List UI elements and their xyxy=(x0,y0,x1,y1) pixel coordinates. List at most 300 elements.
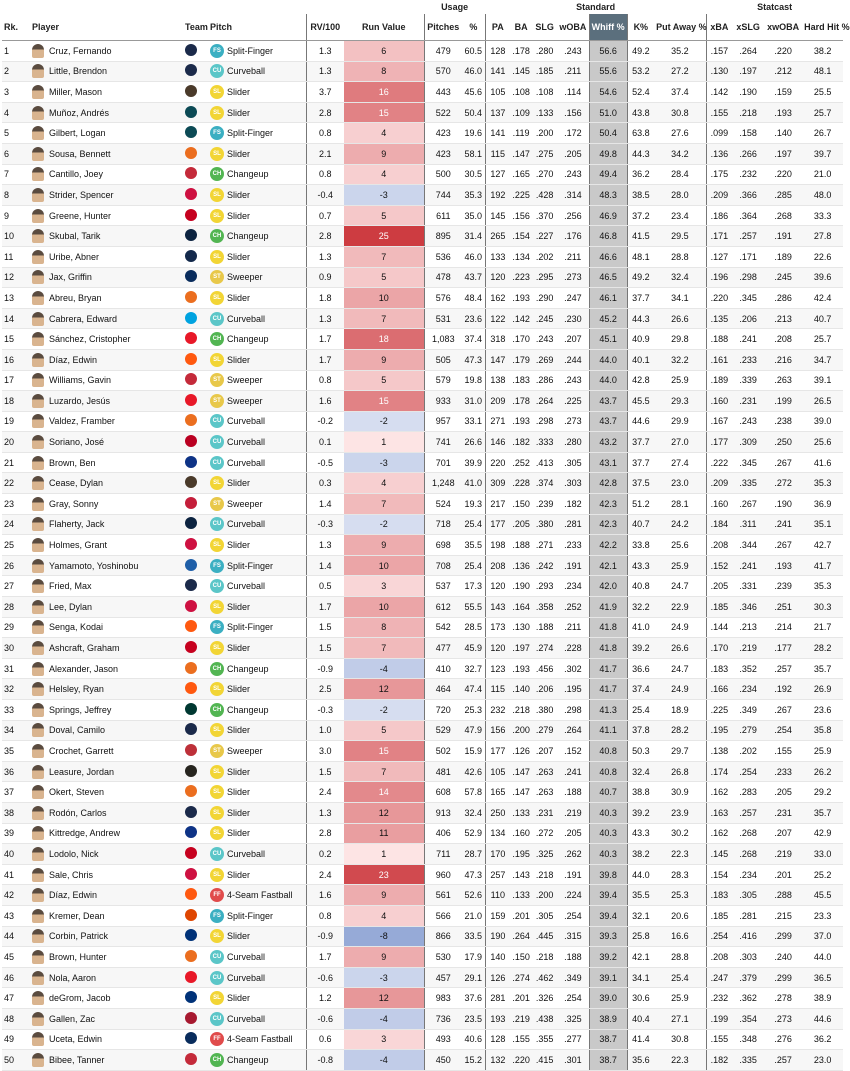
player-cell[interactable] xyxy=(30,885,183,906)
pitches-cell: 423 xyxy=(424,123,462,144)
put-away-cell: 20.6 xyxy=(654,905,706,926)
player-cell[interactable] xyxy=(30,638,183,659)
rank-cell: 46 xyxy=(2,967,30,988)
pitch-cell xyxy=(208,41,306,62)
hard-hit-cell: 25.7 xyxy=(802,102,843,123)
team-logo-icon xyxy=(185,167,197,179)
player-name[interactable]: Ashcraft, Graham xyxy=(49,643,120,654)
header-xba[interactable]: xBA xyxy=(706,14,732,41)
player-name[interactable]: Sousa, Bennett xyxy=(49,148,111,159)
header-run-value[interactable]: Run Value xyxy=(344,14,424,41)
table-row[interactable] xyxy=(2,308,843,329)
table-row[interactable] xyxy=(2,720,843,741)
player-cell[interactable] xyxy=(30,926,183,947)
put-away-cell: 30.2 xyxy=(654,823,706,844)
table-row[interactable] xyxy=(2,473,843,494)
player-name[interactable]: Okert, Steven xyxy=(49,787,105,798)
player-cell[interactable] xyxy=(30,802,183,823)
run-value-cell: 23 xyxy=(344,864,424,885)
player-cell[interactable] xyxy=(30,1029,183,1050)
player-cell[interactable] xyxy=(30,514,183,535)
table-row[interactable] xyxy=(2,905,843,926)
usage-pct-cell: 15.2 xyxy=(462,1050,485,1071)
team-logo-icon xyxy=(185,991,197,1003)
player-name[interactable]: Skubal, Tarik xyxy=(49,231,101,242)
team-logo-icon xyxy=(185,250,197,262)
player-name[interactable]: Jax, Griffin xyxy=(49,272,92,283)
player-name[interactable]: Gray, Sonny xyxy=(49,498,99,509)
usage-pct-cell: 19.8 xyxy=(462,370,485,391)
player-cell[interactable] xyxy=(30,844,183,865)
player-name[interactable]: Cease, Dylan xyxy=(49,478,104,489)
player-name[interactable]: Rodón, Carlos xyxy=(49,807,107,818)
player-name[interactable]: Little, Brendon xyxy=(49,66,108,77)
hard-hit-cell: 26.2 xyxy=(802,761,843,782)
rank-cell: 24 xyxy=(2,514,30,535)
ba-cell: .154 xyxy=(510,226,532,247)
header-rk[interactable]: Rk. xyxy=(2,14,30,41)
pa-cell: 170 xyxy=(485,844,510,865)
table-row[interactable] xyxy=(2,761,843,782)
player-cell[interactable] xyxy=(30,123,183,144)
table-row[interactable] xyxy=(2,391,843,412)
pa-cell: 208 xyxy=(485,555,510,576)
slg-cell: .380 xyxy=(532,514,557,535)
team-cell xyxy=(183,741,208,762)
player-name[interactable]: Cantillo, Joey xyxy=(49,169,104,180)
table-row[interactable] xyxy=(2,329,843,350)
table-row[interactable] xyxy=(2,185,843,206)
table-row[interactable] xyxy=(2,802,843,823)
pa-cell: 198 xyxy=(485,535,510,556)
player-cell[interactable] xyxy=(30,41,183,62)
ba-cell: .218 xyxy=(510,700,532,721)
player-name[interactable]: Sale, Chris xyxy=(49,869,94,880)
player-cell[interactable] xyxy=(30,555,183,576)
table-row[interactable] xyxy=(2,41,843,62)
player-cell[interactable] xyxy=(30,782,183,803)
rank-cell: 38 xyxy=(2,802,30,823)
k-pct-cell: 35.5 xyxy=(627,885,654,906)
xba-cell: .185 xyxy=(706,597,732,618)
rank-cell: 22 xyxy=(2,473,30,494)
player-cell[interactable] xyxy=(30,741,183,762)
player-cell[interactable] xyxy=(30,967,183,988)
header-team[interactable]: Team xyxy=(183,14,208,41)
pitch-name: Curveball xyxy=(227,66,266,77)
player-cell[interactable] xyxy=(30,700,183,721)
pitch-cell xyxy=(208,555,306,576)
xba-cell: .127 xyxy=(706,246,732,267)
usage-pct-cell: 23.6 xyxy=(462,308,485,329)
player-cell[interactable] xyxy=(30,82,183,103)
player-cell[interactable] xyxy=(30,164,183,185)
player-name[interactable]: Sánchez, Cristopher xyxy=(49,334,131,345)
player-name[interactable]: Díaz, Edwin xyxy=(49,354,98,365)
put-away-cell: 25.3 xyxy=(654,885,706,906)
table-row[interactable] xyxy=(2,700,843,721)
table-row[interactable] xyxy=(2,288,843,309)
pitch-cell xyxy=(208,576,306,597)
pitch-name: Curveball xyxy=(227,437,266,448)
pitches-cell: 406 xyxy=(424,823,462,844)
player-name[interactable]: Williams, Gavin xyxy=(49,375,112,386)
table-row[interactable] xyxy=(2,452,843,473)
pitch-cell xyxy=(208,988,306,1009)
player-name[interactable]: Greene, Hunter xyxy=(49,210,112,221)
table-row[interactable] xyxy=(2,679,843,700)
pitch-cell xyxy=(208,638,306,659)
table-row[interactable] xyxy=(2,514,843,535)
woba-cell: .233 xyxy=(557,535,589,556)
player-name[interactable]: Uceta, Edwin xyxy=(49,1034,103,1045)
player-cell[interactable] xyxy=(30,205,183,226)
usage-pct-cell: 29.1 xyxy=(462,967,485,988)
player-cell[interactable] xyxy=(30,61,183,82)
player-name[interactable]: Díaz, Edwin xyxy=(49,890,98,901)
player-name[interactable]: Fried, Max xyxy=(49,581,92,592)
player-cell[interactable] xyxy=(30,679,183,700)
whiff-pct-cell: 39.0 xyxy=(589,988,627,1009)
pitch-type-icon: SL xyxy=(210,250,224,264)
player-name[interactable]: Bibee, Tanner xyxy=(49,1054,105,1065)
xslg-cell: .354 xyxy=(732,1008,764,1029)
player-cell[interactable] xyxy=(30,1008,183,1029)
k-pct-cell: 35.6 xyxy=(627,1050,654,1071)
table-row[interactable] xyxy=(2,967,843,988)
player-cell[interactable] xyxy=(30,308,183,329)
player-headshot-icon xyxy=(32,414,44,428)
put-away-cell: 32.4 xyxy=(654,267,706,288)
header-whiff[interactable]: Whiff % xyxy=(589,14,627,41)
pitch-type-icon: SL xyxy=(210,765,224,779)
player-cell[interactable] xyxy=(30,864,183,885)
table-row[interactable] xyxy=(2,164,843,185)
xslg-cell: .279 xyxy=(732,720,764,741)
table-row[interactable] xyxy=(2,617,843,638)
player-name[interactable]: Crochet, Garrett xyxy=(49,745,114,756)
player-cell[interactable] xyxy=(30,535,183,556)
pitch-name: Slider xyxy=(227,993,251,1004)
table-row[interactable] xyxy=(2,123,843,144)
team-cell xyxy=(183,905,208,926)
table-row[interactable] xyxy=(2,246,843,267)
k-pct-cell: 40.1 xyxy=(627,349,654,370)
header-pitch[interactable]: Pitch xyxy=(208,14,306,41)
player-name[interactable]: deGrom, Jacob xyxy=(49,993,111,1004)
team-cell xyxy=(183,617,208,638)
table-row[interactable] xyxy=(2,226,843,247)
player-name[interactable]: Gilbert, Logan xyxy=(49,128,106,139)
team-cell xyxy=(183,658,208,679)
pitch-name: Changeup xyxy=(227,334,269,345)
rank-cell: 6 xyxy=(2,143,30,164)
player-cell[interactable] xyxy=(30,988,183,1009)
player-cell[interactable] xyxy=(30,102,183,123)
pitch-name: Slider xyxy=(227,354,251,365)
xslg-cell: .219 xyxy=(732,638,764,659)
xba-cell: .144 xyxy=(706,617,732,638)
xba-cell: .177 xyxy=(706,432,732,453)
player-name[interactable]: Alexander, Jason xyxy=(49,663,119,674)
k-pct-cell: 36.2 xyxy=(627,164,654,185)
player-cell[interactable] xyxy=(30,267,183,288)
pitches-cell: 479 xyxy=(424,41,462,62)
player-cell[interactable] xyxy=(30,185,183,206)
team-cell xyxy=(183,555,208,576)
player-name[interactable]: Doval, Camilo xyxy=(49,725,106,736)
player-cell[interactable] xyxy=(30,226,183,247)
xslg-cell: .283 xyxy=(732,782,764,803)
put-away-cell: 27.4 xyxy=(654,452,706,473)
put-away-cell: 24.2 xyxy=(654,514,706,535)
player-name[interactable]: Brown, Hunter xyxy=(49,951,107,962)
put-away-cell: 29.7 xyxy=(654,741,706,762)
team-cell xyxy=(183,452,208,473)
ba-cell: .183 xyxy=(510,370,532,391)
xslg-cell: .345 xyxy=(732,452,764,473)
player-name[interactable]: Nola, Aaron xyxy=(49,972,97,983)
table-row[interactable] xyxy=(2,205,843,226)
player-cell[interactable] xyxy=(30,391,183,412)
player-name[interactable]: Muñoz, Andrés xyxy=(49,107,110,118)
header-rv100[interactable]: RV/100 xyxy=(306,14,344,41)
ba-cell: .119 xyxy=(510,123,532,144)
header-slg[interactable]: SLG xyxy=(532,14,557,41)
player-cell[interactable] xyxy=(30,411,183,432)
rank-cell: 49 xyxy=(2,1029,30,1050)
pitch-cell xyxy=(208,535,306,556)
player-name[interactable]: Flaherty, Jack xyxy=(49,519,105,530)
table-row[interactable] xyxy=(2,535,843,556)
woba-cell: .191 xyxy=(557,555,589,576)
player-name[interactable]: Lee, Dylan xyxy=(49,601,93,612)
player-name[interactable]: Corbin, Patrick xyxy=(49,931,109,942)
table-row[interactable] xyxy=(2,1050,843,1071)
player-name[interactable]: Kremer, Dean xyxy=(49,910,105,921)
hard-hit-cell: 36.9 xyxy=(802,494,843,515)
xba-cell: .162 xyxy=(706,782,732,803)
header-pa[interactable]: PA xyxy=(485,14,510,41)
player-name[interactable]: Cabrera, Edward xyxy=(49,313,118,324)
player-cell[interactable] xyxy=(30,432,183,453)
put-away-cell: 24.9 xyxy=(654,679,706,700)
table-row[interactable] xyxy=(2,61,843,82)
table-row[interactable] xyxy=(2,782,843,803)
team-cell xyxy=(183,41,208,62)
player-cell[interactable] xyxy=(30,761,183,782)
team-cell xyxy=(183,329,208,350)
player-cell[interactable] xyxy=(30,494,183,515)
player-cell[interactable] xyxy=(30,720,183,741)
run-value-cell: 9 xyxy=(344,947,424,968)
team-cell xyxy=(183,802,208,823)
whiff-pct-cell: 45.1 xyxy=(589,329,627,350)
player-cell[interactable] xyxy=(30,947,183,968)
player-name[interactable]: Cruz, Fernando xyxy=(49,45,112,56)
player-cell[interactable] xyxy=(30,143,183,164)
header-k[interactable]: K% xyxy=(627,14,654,41)
table-row[interactable] xyxy=(2,638,843,659)
pitch-cell xyxy=(208,905,306,926)
player-name[interactable]: Soriano, José xyxy=(49,437,105,448)
table-row[interactable] xyxy=(2,844,843,865)
table-row[interactable] xyxy=(2,102,843,123)
player-cell[interactable] xyxy=(30,329,183,350)
player-headshot-icon xyxy=(32,641,44,655)
player-cell[interactable] xyxy=(30,617,183,638)
k-pct-cell: 38.5 xyxy=(627,185,654,206)
usage-pct-cell: 46.0 xyxy=(462,61,485,82)
header-hard-hit[interactable]: Hard Hit % xyxy=(802,14,843,41)
pitch-type-icon: CU xyxy=(210,414,224,428)
table-row[interactable] xyxy=(2,82,843,103)
table-row[interactable] xyxy=(2,267,843,288)
xwoba-cell: .201 xyxy=(764,864,802,885)
table-row[interactable] xyxy=(2,411,843,432)
slg-cell: .279 xyxy=(532,720,557,741)
rv100-cell: -0.4 xyxy=(306,185,344,206)
table-row[interactable] xyxy=(2,143,843,164)
table-row[interactable] xyxy=(2,926,843,947)
player-name[interactable]: Uribe, Abner xyxy=(49,251,100,262)
header-xslg[interactable]: xSLG xyxy=(732,14,764,41)
player-cell[interactable] xyxy=(30,597,183,618)
player-name[interactable]: Lodolo, Nick xyxy=(49,848,99,859)
player-name[interactable]: Springs, Jeffrey xyxy=(49,704,112,715)
pitch-cell xyxy=(208,1050,306,1071)
team-logo-icon xyxy=(185,682,197,694)
k-pct-cell: 48.1 xyxy=(627,246,654,267)
table-row[interactable] xyxy=(2,864,843,885)
player-name[interactable]: Helsley, Ryan xyxy=(49,684,104,695)
whiff-pct-cell: 43.2 xyxy=(589,432,627,453)
usage-pct-cell: 33.1 xyxy=(462,411,485,432)
xslg-cell: .331 xyxy=(732,576,764,597)
pitch-name: Slider xyxy=(227,766,251,777)
ba-cell: .145 xyxy=(510,61,532,82)
header-put-away[interactable]: Put Away % xyxy=(654,14,706,41)
player-name[interactable]: Abreu, Bryan xyxy=(49,292,102,303)
k-pct-cell: 30.6 xyxy=(627,988,654,1009)
pitch-type-icon: SL xyxy=(210,826,224,840)
player-name[interactable]: Strider, Spencer xyxy=(49,189,114,200)
player-name[interactable]: Senga, Kodai xyxy=(49,622,104,633)
player-cell[interactable] xyxy=(30,576,183,597)
table-row[interactable] xyxy=(2,555,843,576)
player-name[interactable]: Miller, Mason xyxy=(49,86,103,97)
pitch-type-icon: CH xyxy=(210,662,224,676)
player-name[interactable]: Gallen, Zac xyxy=(49,1013,96,1024)
player-name[interactable]: Valdez, Framber xyxy=(49,416,115,427)
pitch-cell xyxy=(208,741,306,762)
player-cell[interactable] xyxy=(30,658,183,679)
xba-cell: .208 xyxy=(706,947,732,968)
header-pitches[interactable]: Pitches xyxy=(424,14,462,41)
k-pct-cell: 41.5 xyxy=(627,226,654,247)
player-cell[interactable] xyxy=(30,1050,183,1071)
table-row[interactable] xyxy=(2,988,843,1009)
player-name[interactable]: Yamamoto, Yoshinobu xyxy=(49,560,139,571)
table-row[interactable] xyxy=(2,432,843,453)
header-woba[interactable]: wOBA xyxy=(557,14,589,41)
header-ba[interactable]: BA xyxy=(510,14,532,41)
rank-cell: 48 xyxy=(2,1008,30,1029)
header-xwoba[interactable]: xwOBA xyxy=(764,14,802,41)
pitch-cell xyxy=(208,102,306,123)
hard-hit-cell: 21.0 xyxy=(802,164,843,185)
table-row[interactable] xyxy=(2,885,843,906)
table-row[interactable] xyxy=(2,349,843,370)
rank-cell: 36 xyxy=(2,761,30,782)
slg-cell: .445 xyxy=(532,926,557,947)
pa-cell: 257 xyxy=(485,864,510,885)
ba-cell: .197 xyxy=(510,638,532,659)
table-row[interactable] xyxy=(2,947,843,968)
usage-pct-cell: 58.1 xyxy=(462,143,485,164)
player-headshot-icon xyxy=(32,559,44,573)
table-row[interactable] xyxy=(2,1008,843,1029)
rank-cell: 18 xyxy=(2,391,30,412)
player-name[interactable]: Brown, Ben xyxy=(49,457,96,468)
table-row[interactable] xyxy=(2,576,843,597)
player-cell[interactable] xyxy=(30,349,183,370)
table-row[interactable] xyxy=(2,658,843,679)
rv100-cell: 2.4 xyxy=(306,864,344,885)
k-pct-cell: 25.4 xyxy=(627,700,654,721)
pa-cell: 143 xyxy=(485,597,510,618)
whiff-pct-cell: 40.3 xyxy=(589,823,627,844)
table-row[interactable] xyxy=(2,494,843,515)
table-row[interactable] xyxy=(2,370,843,391)
table-row[interactable] xyxy=(2,741,843,762)
xslg-cell: .362 xyxy=(732,988,764,1009)
woba-cell: .182 xyxy=(557,494,589,515)
put-away-cell: 28.0 xyxy=(654,185,706,206)
player-name[interactable]: Kittredge, Andrew xyxy=(49,828,121,839)
player-cell[interactable] xyxy=(30,473,183,494)
slg-cell: .227 xyxy=(532,226,557,247)
player-name[interactable]: Holmes, Grant xyxy=(49,540,108,551)
player-name[interactable]: Luzardo, Jesús xyxy=(49,395,111,406)
k-pct-cell: 34.1 xyxy=(627,967,654,988)
put-away-cell: 22.3 xyxy=(654,1050,706,1071)
xwoba-cell: .299 xyxy=(764,967,802,988)
put-away-cell: 27.6 xyxy=(654,123,706,144)
player-cell[interactable] xyxy=(30,905,183,926)
table-row[interactable] xyxy=(2,823,843,844)
run-value-cell: 7 xyxy=(344,246,424,267)
put-away-cell: 23.4 xyxy=(654,205,706,226)
header-player[interactable]: Player xyxy=(30,14,183,41)
player-cell[interactable] xyxy=(30,452,183,473)
player-cell[interactable] xyxy=(30,288,183,309)
header-pct[interactable]: % xyxy=(462,14,485,41)
player-cell[interactable] xyxy=(30,370,183,391)
player-name[interactable]: Leasure, Jordan xyxy=(49,766,115,777)
table-row[interactable] xyxy=(2,1029,843,1050)
pitch-cell xyxy=(208,349,306,370)
player-cell[interactable] xyxy=(30,823,183,844)
hard-hit-cell: 33.3 xyxy=(802,205,843,226)
ba-cell: .201 xyxy=(510,988,532,1009)
hard-hit-cell: 41.6 xyxy=(802,452,843,473)
table-row[interactable] xyxy=(2,597,843,618)
whiff-pct-cell: 49.4 xyxy=(589,164,627,185)
hard-hit-cell: 35.3 xyxy=(802,576,843,597)
player-cell[interactable] xyxy=(30,246,183,267)
rv100-cell: 3.0 xyxy=(306,741,344,762)
